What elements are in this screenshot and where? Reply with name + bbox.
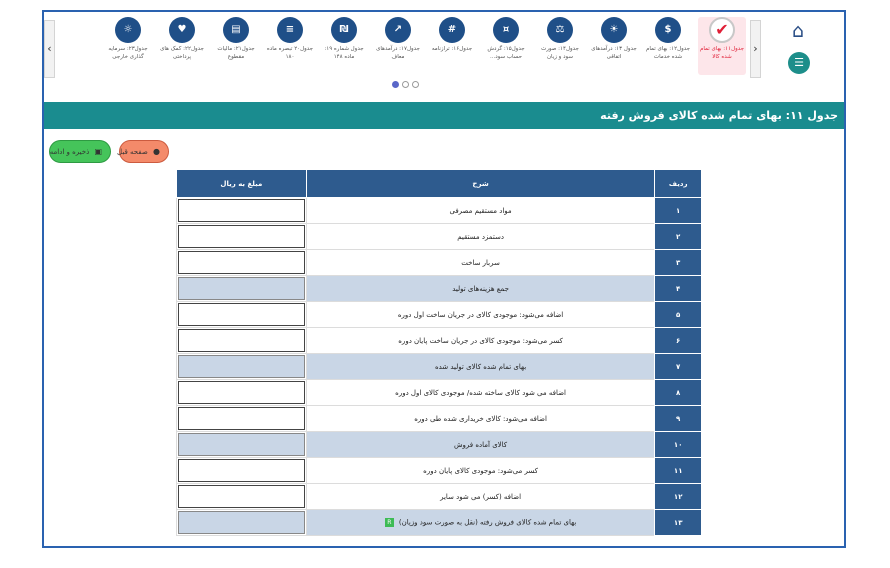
nav-tile-label: جدول۱۷: درآمدهای معاف bbox=[376, 46, 420, 60]
table-header-row bbox=[177, 170, 702, 198]
row-number: ۶ bbox=[655, 328, 702, 354]
amount-total-field bbox=[178, 433, 305, 456]
report-link-icon[interactable]: R bbox=[385, 518, 394, 527]
amount-cell bbox=[177, 198, 307, 224]
nav-tile-5[interactable] bbox=[482, 17, 530, 75]
nav-tile-label: جدول۱۱: بهای تمام شده کالا bbox=[699, 46, 745, 60]
save-and-continue-button[interactable]: ▣ ذخیره و ادامه bbox=[49, 140, 111, 163]
nav-tile-7[interactable] bbox=[374, 17, 422, 75]
row-description bbox=[306, 510, 655, 536]
amount-cell bbox=[177, 276, 307, 302]
row-description-text: مواد مستقیم مصرفی bbox=[449, 206, 512, 215]
amount-cell bbox=[177, 458, 307, 484]
list-menu-icon[interactable]: ☰ bbox=[788, 52, 810, 74]
row-number: ۱ bbox=[655, 198, 702, 224]
amount-input[interactable] bbox=[178, 199, 305, 222]
row-description-text: اضافه می شود کالای ساخته شده/ موجودی کالای اول دوره bbox=[395, 388, 566, 397]
floppy-disk-icon: ▣ bbox=[94, 147, 102, 156]
cost-of-goods-sold-table bbox=[176, 169, 702, 536]
table-row bbox=[177, 302, 702, 328]
row-number: ۹ bbox=[655, 406, 702, 432]
row-description bbox=[306, 302, 655, 328]
table-row bbox=[177, 198, 702, 224]
amount-input[interactable] bbox=[178, 381, 305, 404]
row-number: ۱۰ bbox=[655, 432, 702, 458]
table-row bbox=[177, 250, 702, 276]
amount-total-field bbox=[178, 277, 305, 300]
row-number: ۵ bbox=[655, 302, 702, 328]
amount-cell bbox=[177, 380, 307, 406]
nav-tile-8[interactable] bbox=[320, 17, 368, 75]
table-row bbox=[177, 432, 702, 458]
row-description bbox=[306, 328, 655, 354]
amount-cell bbox=[177, 302, 307, 328]
table-navigation-strip bbox=[44, 12, 844, 112]
amount-total-field bbox=[178, 355, 305, 378]
nav-tile-label: جدول۱۲: بهای تمام شده خدمات bbox=[645, 46, 691, 60]
row-description bbox=[306, 484, 655, 510]
nav-tile-label: جدول۲۲: کمک های پرداختی bbox=[160, 46, 204, 60]
nav-tile-10[interactable] bbox=[212, 17, 260, 75]
nav-tile-12[interactable] bbox=[104, 17, 152, 75]
table-row bbox=[177, 276, 702, 302]
calculator-icon: # bbox=[439, 17, 465, 43]
table-row bbox=[177, 510, 702, 536]
row-description-text: دستمزد مستقیم bbox=[457, 232, 504, 241]
amount-cell bbox=[177, 354, 307, 380]
amount-cell bbox=[177, 510, 307, 536]
column-header-description: شرح bbox=[306, 170, 655, 198]
amount-cell bbox=[177, 484, 307, 510]
amount-input[interactable] bbox=[178, 329, 305, 352]
row-description-text: کسر می‌شود: موجودی کالای پایان دوره bbox=[423, 466, 538, 475]
column-header-amount: مبلغ به ریال bbox=[177, 170, 307, 198]
donation-icon: ♥ bbox=[169, 17, 195, 43]
row-description bbox=[306, 276, 655, 302]
arrow-circle-icon: ● bbox=[153, 147, 160, 156]
page-title: جدول ۱۱: بهای تمام شده کالای فروش رفته bbox=[44, 102, 844, 129]
row-number: ۳ bbox=[655, 250, 702, 276]
amount-cell bbox=[177, 406, 307, 432]
nav-tile-6[interactable] bbox=[428, 17, 476, 75]
row-description bbox=[306, 406, 655, 432]
nav-tile-1[interactable] bbox=[698, 17, 746, 75]
row-description-text: کالای آماده فروش bbox=[454, 440, 508, 449]
nav-tile-label: جدول ۱۳: درآمدهای اتفاقی bbox=[591, 46, 637, 60]
cash-icon: ₪ bbox=[331, 17, 357, 43]
nav-tile-label: جدول۲۰ تبصره ماده ۱۸۰ bbox=[266, 46, 314, 60]
nav-tile-label: جدول شماره ۱۹: ماده ۱۴۸ bbox=[324, 46, 364, 60]
row-description-text: اضافه (کسر) می شود سایر bbox=[440, 492, 522, 501]
nav-tile-label: جدول۲۱: مالیات مقطوع bbox=[217, 46, 255, 60]
money-growth-icon: ↗ bbox=[385, 17, 411, 43]
row-description-text: بهای تمام شده کالای فروش رفته (نقل به صورت سود وزیان) bbox=[398, 518, 577, 527]
amount-input[interactable] bbox=[178, 225, 305, 248]
row-description-text: اضافه می‌شود: کالای خریداری شده طی دوره bbox=[414, 414, 547, 423]
row-description bbox=[306, 198, 655, 224]
nav-tile-4[interactable] bbox=[536, 17, 584, 75]
row-description-text: سربار ساخت bbox=[461, 258, 500, 267]
table-row bbox=[177, 458, 702, 484]
row-description-text: اضافه می‌شود: موجودی کالای در جریان ساخت اول دوره bbox=[397, 310, 564, 319]
table-row bbox=[177, 224, 702, 250]
carousel-pagination bbox=[392, 81, 422, 88]
app-frame bbox=[42, 10, 846, 548]
row-number: ۲ bbox=[655, 224, 702, 250]
nav-tile-label: جدول۲۳: سرمایه گذاری خارجی bbox=[108, 46, 148, 60]
table-row bbox=[177, 484, 702, 510]
amount-input[interactable] bbox=[178, 407, 305, 430]
amount-cell bbox=[177, 432, 307, 458]
row-description-text: کسر می‌شود: موجودی کالای در جریان ساخت پایان دوره bbox=[398, 336, 563, 345]
tax-icon: $ bbox=[655, 17, 681, 43]
row-description bbox=[306, 432, 655, 458]
amount-input[interactable] bbox=[178, 303, 305, 326]
nav-scroll-left-arrow[interactable]: ‹ bbox=[44, 20, 55, 78]
carousel-dot-3[interactable] bbox=[412, 81, 419, 88]
nav-tile-3[interactable] bbox=[590, 17, 638, 75]
table-row bbox=[177, 354, 702, 380]
investment-icon: ☼ bbox=[115, 17, 141, 43]
nav-tile-label: جدول۱۶: ترازنامه bbox=[431, 46, 473, 52]
previous-page-button[interactable]: ● صفحه قبل bbox=[119, 140, 169, 163]
row-description-text: جمع هزینه‌های تولید bbox=[452, 284, 509, 293]
check-icon: ✔ bbox=[709, 17, 735, 43]
coins-icon: ¤ bbox=[493, 17, 519, 43]
amount-input[interactable] bbox=[178, 485, 305, 508]
bulb-icon: ☀ bbox=[601, 17, 627, 43]
row-description bbox=[306, 224, 655, 250]
nav-tile-11[interactable] bbox=[158, 17, 206, 75]
document-icon: ≡ bbox=[277, 17, 303, 43]
nav-tile-2[interactable] bbox=[644, 17, 692, 75]
row-description-text: بهای تمام شده کالای تولید شده bbox=[434, 362, 527, 371]
nav-tile-label: جدول۱۵: گردش حساب سود... bbox=[487, 46, 525, 60]
row-number: ۷ bbox=[655, 354, 702, 380]
nav-tile-label: جدول۱۴: صورت سود و زیان bbox=[541, 46, 579, 60]
carousel-dot-1[interactable] bbox=[392, 81, 399, 88]
table-row bbox=[177, 406, 702, 432]
row-number: ۴ bbox=[655, 276, 702, 302]
row-description bbox=[306, 250, 655, 276]
row-number: ۸ bbox=[655, 380, 702, 406]
amount-input[interactable] bbox=[178, 251, 305, 274]
column-header-row-number: ردیف bbox=[655, 170, 702, 198]
table-row bbox=[177, 328, 702, 354]
amount-cell bbox=[177, 250, 307, 276]
amount-input[interactable] bbox=[178, 459, 305, 482]
amount-cell bbox=[177, 224, 307, 250]
amount-total-field bbox=[178, 511, 305, 534]
row-description bbox=[306, 354, 655, 380]
home-icon[interactable]: ⌂ bbox=[792, 20, 805, 42]
table-row bbox=[177, 380, 702, 406]
amount-cell bbox=[177, 328, 307, 354]
row-description bbox=[306, 380, 655, 406]
nav-scroll-right-arrow[interactable]: › bbox=[750, 20, 761, 78]
nav-tile-9[interactable] bbox=[266, 17, 314, 75]
carousel-dot-2[interactable] bbox=[402, 81, 409, 88]
row-number: ۱۳ bbox=[655, 510, 702, 536]
row-number: ۱۲ bbox=[655, 484, 702, 510]
row-number: ۱۱ bbox=[655, 458, 702, 484]
row-description bbox=[306, 458, 655, 484]
tax-form-icon: ▤ bbox=[223, 17, 249, 43]
balance-icon: ⚖ bbox=[547, 17, 573, 43]
